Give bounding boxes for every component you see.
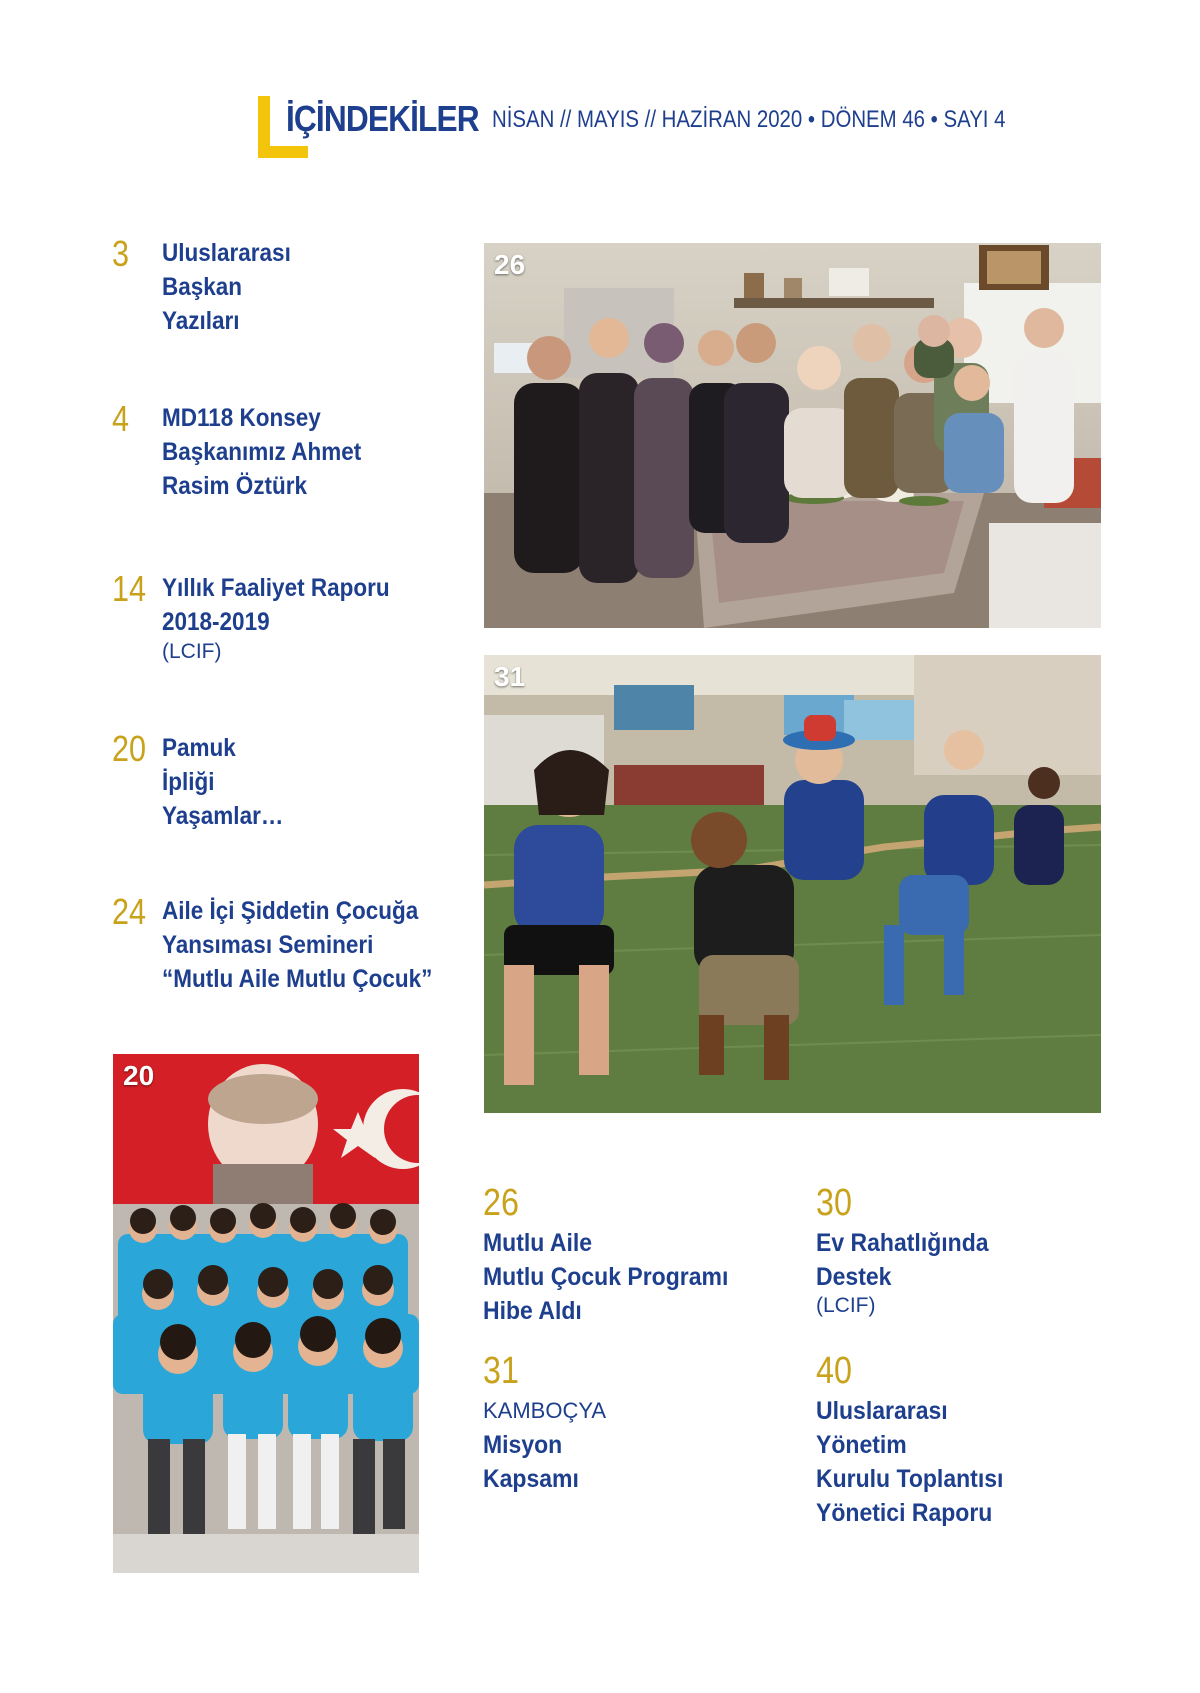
toc-title: MD118 Konsey Başkanımız Ahmet Rasim Öztürk: [162, 404, 362, 500]
contents-heading: İÇİNDEKİLER: [286, 98, 479, 139]
toc-page-number: 24: [112, 891, 147, 932]
school-children-photo[interactable]: [113, 1054, 419, 1573]
photo-page-number: 26: [494, 249, 526, 280]
toc-title: Misyon Kapsamı: [483, 1431, 579, 1493]
photo-page-number: 20: [123, 1060, 155, 1091]
toc-note: (LCIF): [162, 640, 222, 663]
toc-title: Ev Rahatlığında Destek: [816, 1229, 989, 1291]
photo-page-number: 31: [494, 661, 526, 692]
group-meeting-photo[interactable]: [484, 243, 1101, 628]
tug-of-war-illustration: [484, 655, 1101, 1113]
toc-prefix: KAMBOÇYA: [483, 1398, 607, 1423]
toc-page-number: 20: [112, 728, 147, 769]
toc-title: Uluslararası Başkan Yazıları: [162, 239, 291, 335]
toc-page-number: 14: [112, 568, 147, 609]
toc-title: Uluslararası Yönetim Kurulu Toplantısı Yönetici Raporu: [816, 1397, 1004, 1527]
toc-page-number: 3: [112, 233, 130, 274]
toc-page-number: 26: [483, 1182, 519, 1224]
toc-title: Yıllık Faaliyet Raporu 2018-2019: [162, 574, 390, 636]
toc-note: (LCIF): [816, 1294, 876, 1317]
toc-page-number: 4: [112, 398, 130, 439]
school-children-illustration: [113, 1054, 419, 1573]
toc-entry[interactable]: [816, 1350, 1116, 1530]
toc-entry[interactable]: [816, 1182, 1116, 1318]
toc-page-number: 30: [816, 1182, 852, 1224]
toc-entry[interactable]: [483, 1182, 783, 1328]
lions-l-logo-base: [258, 146, 308, 158]
toc-page-number: 31: [483, 1350, 519, 1392]
toc-title: Mutlu Aile Mutlu Çocuk Programı Hibe Aldı: [483, 1229, 729, 1325]
issue-info: NİSAN // MAYIS // HAZİRAN 2020 • DÖNEM 46 • SAYI 4: [492, 106, 1006, 133]
toc-entry[interactable]: [483, 1350, 783, 1496]
toc-page-number: 40: [816, 1350, 852, 1392]
group-meeting-illustration: [484, 243, 1101, 628]
toc-title: Pamuk İpliği Yaşamlar…: [162, 734, 284, 830]
toc-title: Aile İçi Şiddetin Çocuğa Yansıması Semineri “Mutlu Aile Mutlu Çocuk”: [162, 897, 433, 993]
tug-of-war-photo[interactable]: [484, 655, 1101, 1113]
